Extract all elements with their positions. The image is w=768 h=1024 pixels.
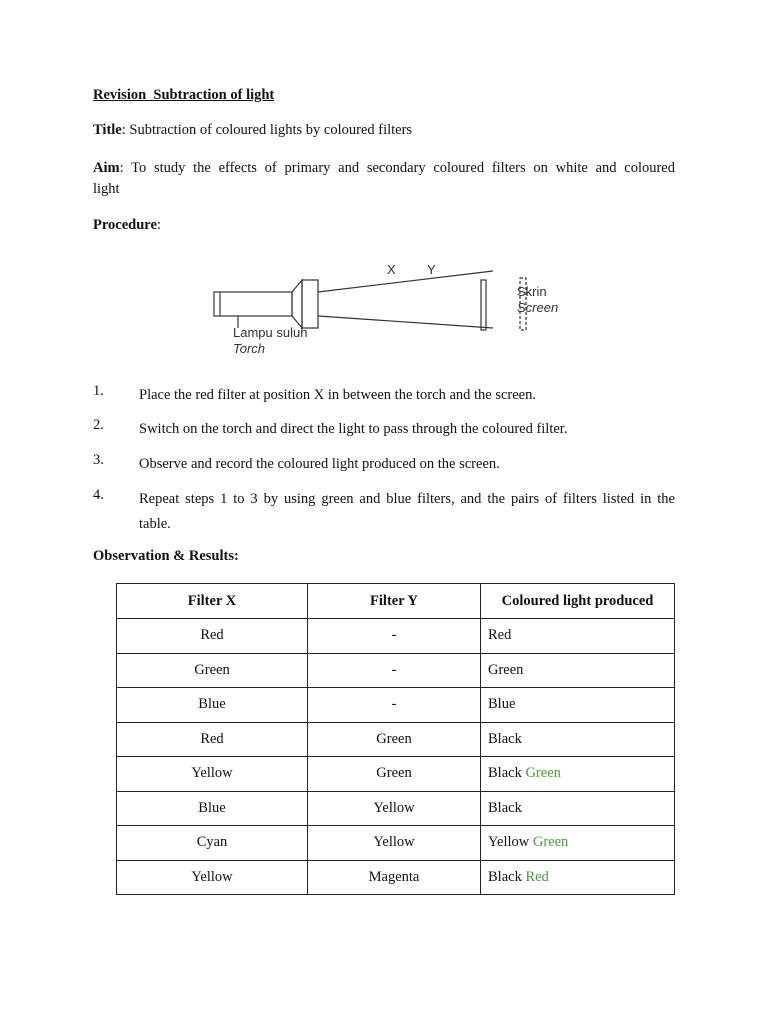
result-text: Yellow <box>488 834 530 851</box>
result-text: Green <box>488 661 524 678</box>
cell-filter-y: Yellow <box>308 791 481 826</box>
header-coloured-light: Coloured light produced <box>481 584 675 619</box>
label-screen-ms: Skrin <box>517 284 547 299</box>
step-number: 1. <box>93 383 104 399</box>
result-text: Black <box>488 868 522 885</box>
cell-filter-x: Yellow <box>117 860 308 895</box>
cell-result <box>481 826 675 861</box>
label-torch-en: Torch <box>233 341 266 356</box>
step-number: 4. <box>93 487 104 503</box>
step-text: Place the red filter at position X in between the torch and the screen. <box>139 387 536 403</box>
cell-filter-x: Green <box>117 653 308 688</box>
cell-result <box>481 722 675 757</box>
cell-result <box>481 653 675 688</box>
cell-filter-x: Red <box>117 722 308 757</box>
cell-filter-y: - <box>308 619 481 654</box>
table-row <box>117 757 675 792</box>
procedure-label: Procedure <box>93 217 157 233</box>
cell-filter-y: Green <box>308 722 481 757</box>
header-filter-x: Filter X <box>117 584 308 619</box>
observation-heading: Observation & Results: <box>93 548 239 564</box>
handwritten-answer: Red <box>525 868 549 885</box>
table-row <box>117 688 675 723</box>
cell-result <box>481 791 675 826</box>
document-heading: Revision_Subtraction of light <box>93 87 275 103</box>
cell-filter-y: Green <box>308 757 481 792</box>
label-screen-en: Screen <box>517 300 559 315</box>
step-text: Observe and record the coloured light produced on the screen. <box>139 456 500 472</box>
table-row <box>117 619 675 654</box>
aim-line-2: light <box>93 181 120 197</box>
cell-result <box>481 860 675 895</box>
title-label: Title <box>93 122 122 138</box>
result-text: Black <box>488 730 522 747</box>
step-text-continued: table. <box>139 516 171 532</box>
results-table <box>116 583 675 895</box>
step-text: Repeat steps 1 to 3 by using green and blue filters, and the pairs of filters listed in the <box>139 491 675 507</box>
table-row <box>117 653 675 688</box>
label-torch-ms: Lampu suluh <box>233 325 308 340</box>
label-x: X <box>387 262 396 277</box>
cell-filter-x: Blue <box>117 688 308 723</box>
table-row <box>117 860 675 895</box>
label-y: Y <box>427 262 436 277</box>
step-text: Switch on the torch and direct the light to pass through the coloured filter. <box>139 421 568 437</box>
procedure-colon: : <box>156 217 161 233</box>
result-text: Black <box>488 799 522 816</box>
table-row <box>117 826 675 861</box>
cell-filter-y: - <box>308 688 481 723</box>
cell-result <box>481 619 675 654</box>
handwritten-answer: Green <box>525 765 561 782</box>
step-number: 2. <box>93 417 104 433</box>
table-row <box>117 791 675 826</box>
title-text: : Subtraction of coloured lights by coloured filters <box>121 122 413 138</box>
table-row <box>117 722 675 757</box>
diagram-labels <box>93 0 675 380</box>
cell-filter-x: Yellow <box>117 757 308 792</box>
cell-result <box>481 688 675 723</box>
result-text: Red <box>488 627 512 644</box>
cell-result <box>481 757 675 792</box>
cell-filter-y: - <box>308 653 481 688</box>
result-text: Black <box>488 765 522 782</box>
result-text: Blue <box>488 696 516 713</box>
cell-filter-y: Yellow <box>308 826 481 861</box>
cell-filter-x: Red <box>117 619 308 654</box>
cell-filter-y: Magenta <box>308 860 481 895</box>
handwritten-answer: Green <box>532 834 569 851</box>
cell-filter-x: Blue <box>117 791 308 826</box>
header-filter-y: Filter Y <box>308 584 481 619</box>
aim-text: : To study the effects of primary and secondary coloured filters on white and coloured <box>119 160 675 176</box>
cell-filter-x: Cyan <box>117 826 308 861</box>
step-number: 3. <box>93 452 104 468</box>
table-header-row <box>117 584 675 619</box>
aim-label: Aim <box>93 160 120 176</box>
